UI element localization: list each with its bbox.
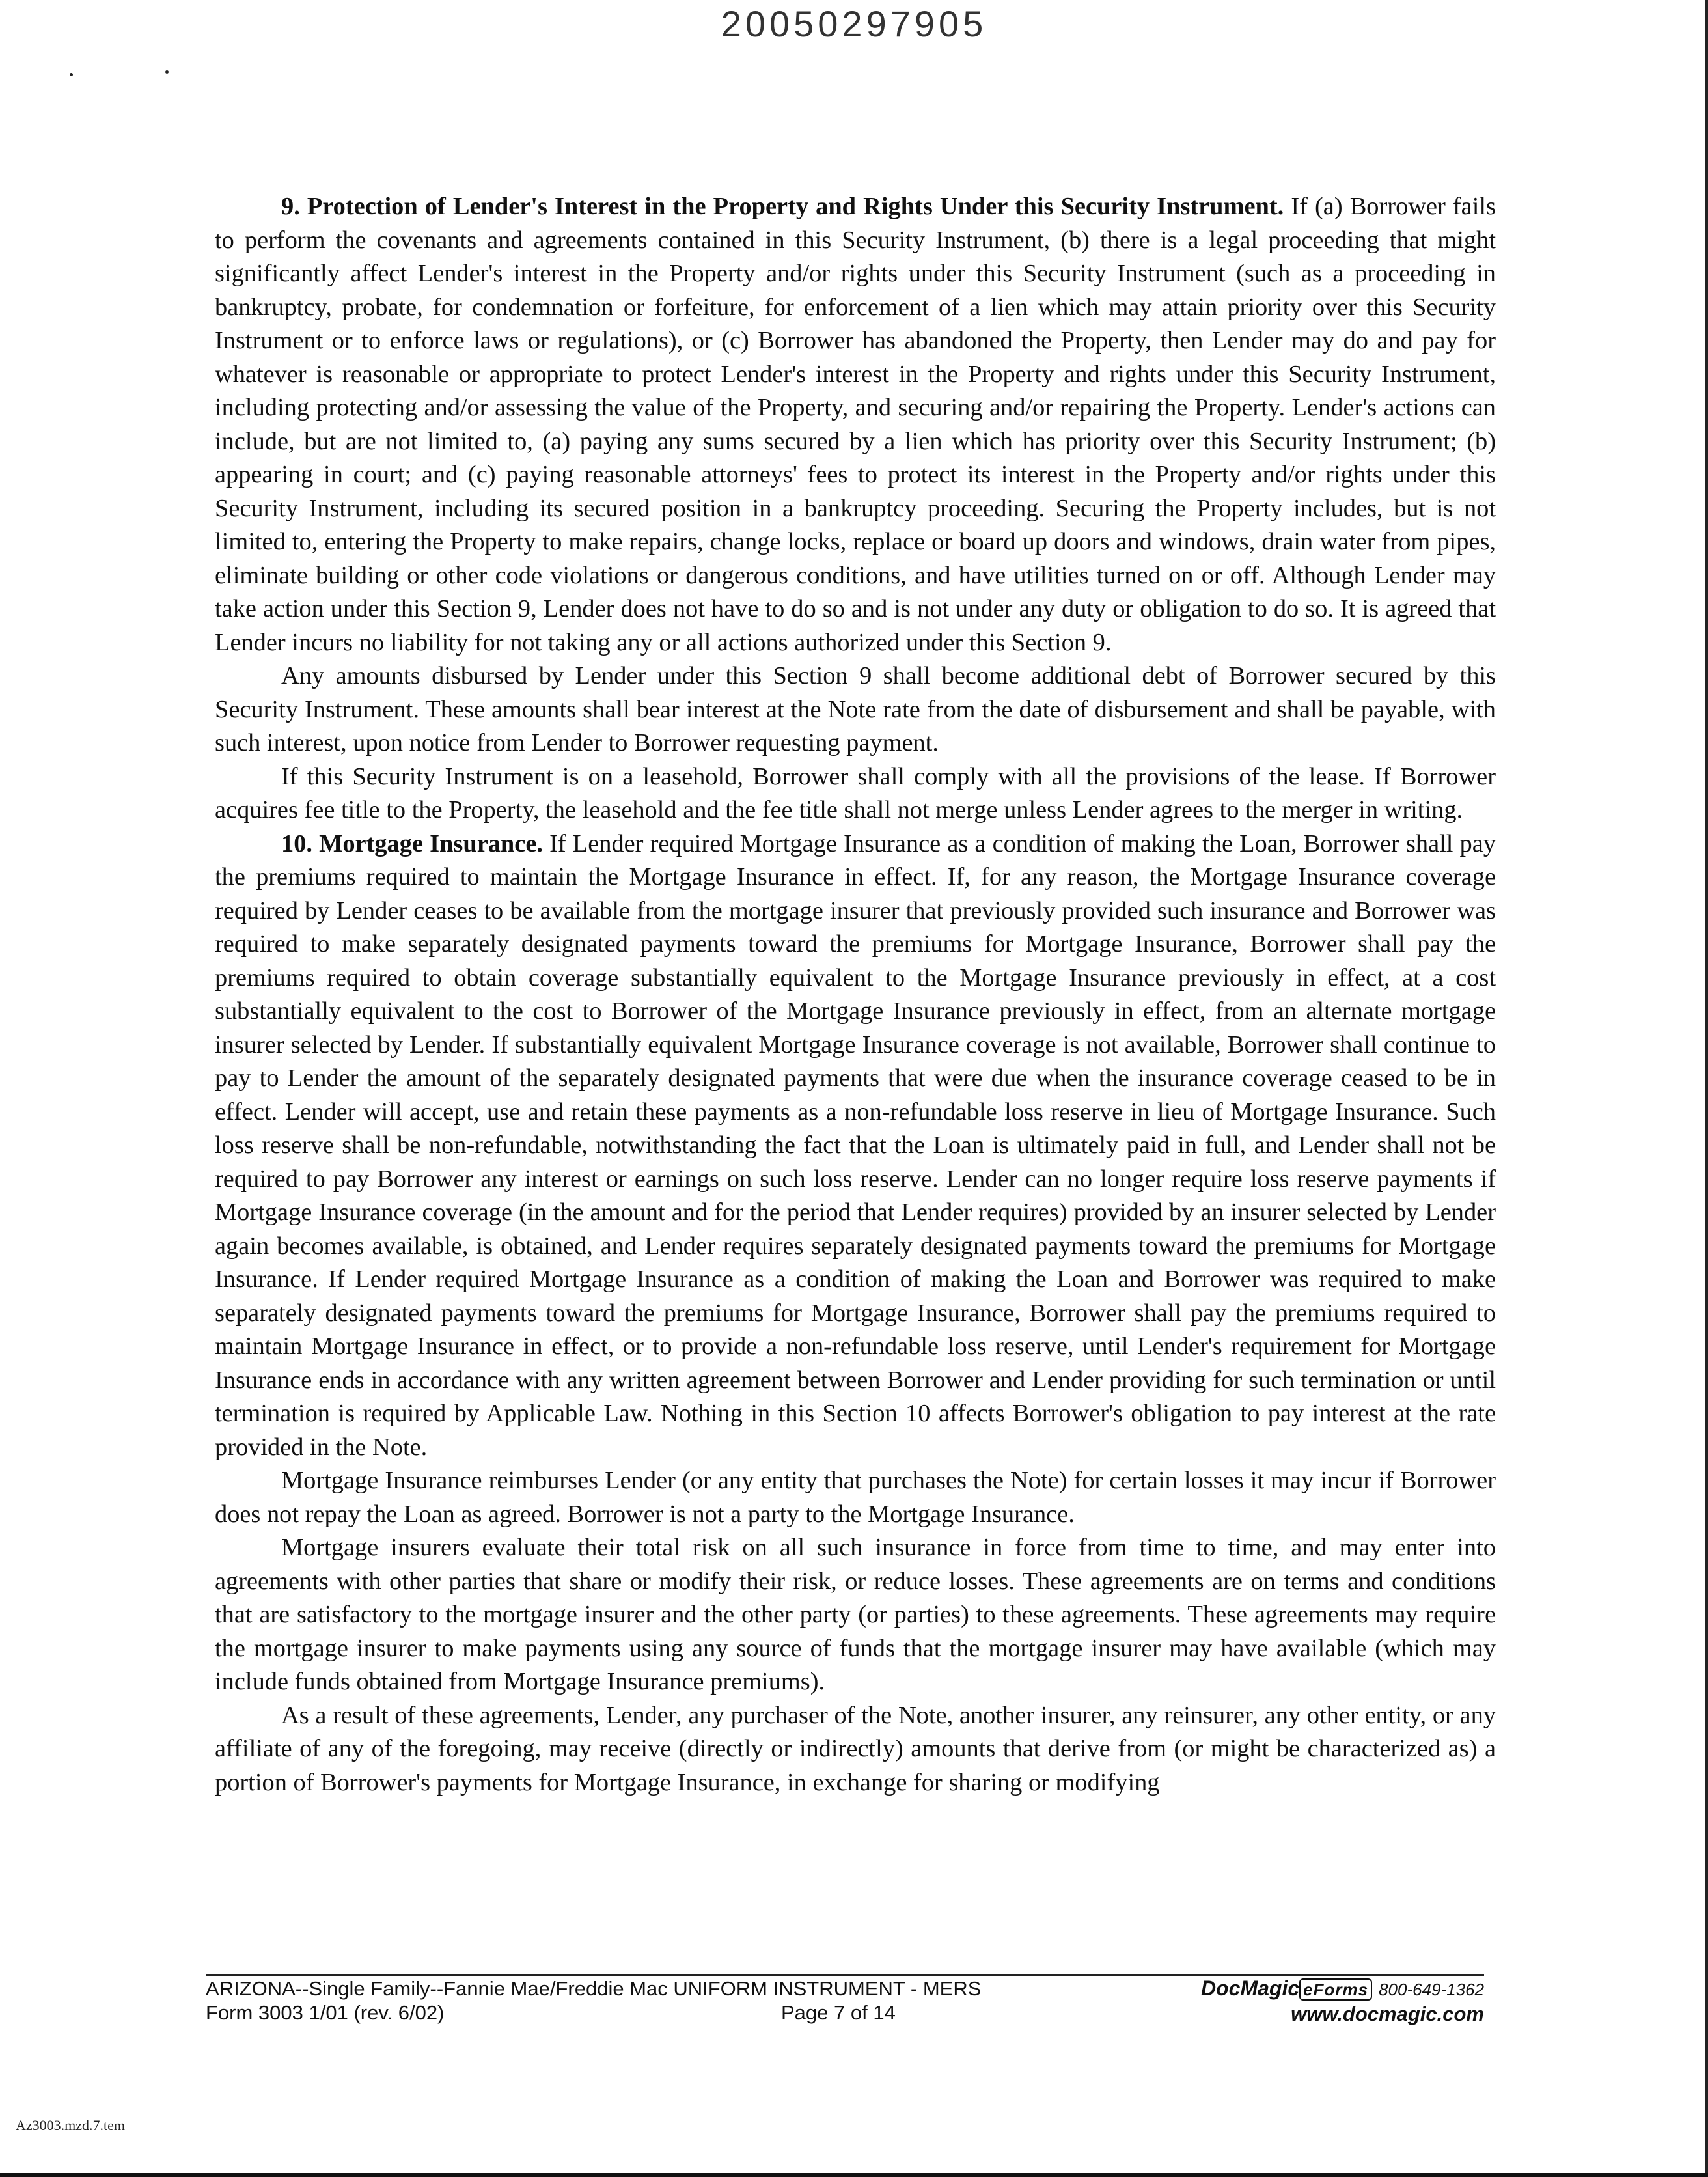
section-9-text: If (a) Borrower fails to perform the covenants and agreements contained in this Security Instrument, (b) there is a legal proceeding that might significantly affect Lender's interest in the Property and/or rights under this Security Instrument (such as a proceeding in bankruptcy, probate, for condemnation or forfeiture, for enforcement of a lien which may attain priority over this Security Instrument or to enforce laws or regulations), or (c) Borrower has abandoned the Property, then Lender may do and pay for whatever is reasonable or appropriate to protect Lender's interest in the Property and rights under this Security Instrument, including protecting and/or assessing the value of the Property, and securing and/or repairing the Property. Lender's actions can include, but are not limited to, (a) paying any sums secured by a lien which has priority over this Security Instrument; (b) appearing in court; and (c) paying reasonable attorneys' fees to protect its interest in the Property and/or rights under this Security Instrument, including its secured position in a bankruptcy proceeding. Securing the Property includes, but is not limited to, entering the Property to make repairs, change locks, replace or board up doors and windows, drain water from pipes, eliminate building or other code violations or dangerous conditions, and have utilities turned on or off. Although Lender may take action under this Section 9, Lender does not have to do so and is not under any duty or obligation to do so. It is agreed that Lender incurs no liability for not taking any or all actions authorized under this Section 9.: [215, 193, 1496, 656]
brand-website: www.docmagic.com: [1291, 2003, 1484, 2025]
document-number: 20050297905: [721, 3, 987, 44]
scan-edge-right: [1705, 0, 1708, 2177]
section-10-text: If Lender required Mortgage Insurance as a condition of making the Loan, Borrower shall pay the premiums required to maintain the Mortgage Insurance in effect. If, for any reason, the Mortgage Insurance coverage required by Lender ceases to be available from the mortgage insurer that previously provided such insurance and Borrower was required to make separately designated payments toward the premiums for Mortgage Insurance, Borrower shall pay the premiums required to obtain coverage substantially equivalent to the Mortgage Insurance previously in effect, at a cost substantially equivalent to the cost to Borrower of the Mortgage Insurance previously in effect, from an alternate mortgage insurer selected by Lender. If substantially equivalent Mortgage Insurance coverage is not available, Borrower shall continue to pay to Lender the amount of the separately designated payments that were due when the insurance coverage ceased to be in effect. Lender will accept, use and retain these payments as a non-refundable loss reserve in lieu of Mortgage Insurance. Such loss reserve shall be non-refundable, notwithstanding the fact that the Loan is ultimately paid in full, and Lender shall not be required to pay Borrower any interest or earnings on such loss reserve. Lender can no longer require loss reserve payments if Mortgage Insurance coverage (in the amount and for the period that Lender requires) provided by an insurer selected by Lender again becomes available, is obtained, and Lender requires separately designated payments toward the premiums for Mortgage Insurance. If Lender required Mortgage Insurance as a condition of making the Loan and Borrower was required to make separately designated payments toward the premiums for Mortgage Insurance, Borrower shall pay the premiums required to maintain Mortgage Insurance in effect, or to provide a non-refundable loss reserve, until Lender's requirement for Mortgage Insurance ends in accordance with any written agreement between Borrower and Lender providing for such termination or until termination is required by Applicable Law. Nothing in this Section 10 affects Borrower's obligation to pay interest at the rate provided in the Note.: [215, 829, 1496, 1461]
brand-phone: 800-649-1362: [1379, 1980, 1484, 1999]
footer-brand: [1159, 1976, 1484, 2026]
paragraph-agreements-result: As a result of these agreements, Lender, any purchaser of the Note, another insurer, any reinsurer, any other entity, or any affiliate of any of the foregoing, may receive (directly or indirectly) amounts that derive from (or might be characterized as) a portion of Borrower's payments for Mortgage Insurance, in exchange for sharing or modifying: [215, 1701, 1496, 1796]
file-code: Az3003.mzd.7.tem: [16, 2117, 126, 2133]
form-title: ARIZONA--Single Family--Fannie Mae/Freddie Mac UNIFORM INSTRUMENT - MERS: [206, 1977, 982, 2000]
paragraph-section-10: [215, 827, 1496, 1465]
scan-edge-bottom: [0, 2173, 1708, 2177]
footer-divider: [206, 1974, 1484, 1976]
page-number: Page 7 of 14: [781, 2001, 896, 2024]
document-body: [215, 190, 1496, 1799]
paragraph-section-9: [215, 190, 1496, 659]
form-number: Form 3003 1/01 (rev. 6/02): [206, 2001, 445, 2024]
paragraph-insurance-reimburses: Mortgage Insurance reimburses Lender (or any entity that purchases the Note) for certain losses it may incur if Borrower does not repay the Loan as agreed. Borrower is not a party to the Mortgage Insurance.: [215, 1467, 1496, 1528]
scan-speck: [165, 70, 169, 74]
paragraph-leasehold: If this Security Instrument is on a leasehold, Borrower shall comply with all the provisions of the lease. If Borrower acquires fee title to the Property, the leasehold and the fee title shall not merge unless Lender agrees to the merger in writing.: [215, 762, 1496, 824]
brand-logo: DocMagic eForms: [1201, 1976, 1372, 2000]
paragraph-mortgage-insurers: Mortgage insurers evaluate their total risk on all such insurance in force from time to time, and may enter into agreements with other parties that share or modify their risk, or reduce losses. These agreements are on terms and conditions that are satisfactory to the mortgage insurer and the other party (or parties) to these agreements. These agreements may require the mortgage insurer to make payments using any source of funds that the mortgage insurer may have available (which may include funds obtained from Mortgage Insurance premiums).: [215, 1534, 1496, 1695]
section-10-heading: 10. Mortgage Insurance.: [281, 829, 550, 857]
paragraph-amounts-disbursed: Any amounts disbursed by Lender under this Section 9 shall become additional debt of Borrower secured by this Security Instrument. These amounts shall bear interest at the Note rate from the date of disbursement and shall be payable, with such interest, upon notice from Lender to Borrower requesting payment.: [215, 662, 1496, 756]
scan-speck: [70, 73, 73, 76]
section-9-heading: 9. Protection of Lender's Interest in the Property and Rights Under this Security Instrument.: [281, 193, 1291, 220]
